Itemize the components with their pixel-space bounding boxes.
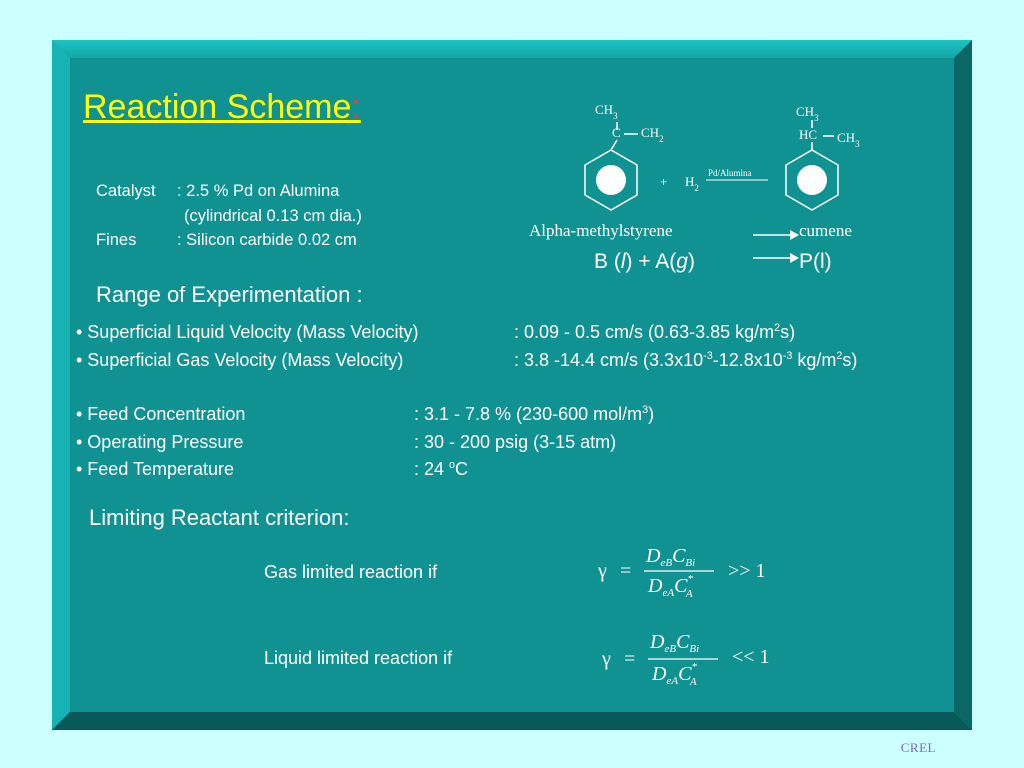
frame-bevel-left bbox=[52, 40, 70, 730]
equation-arrow-head bbox=[790, 253, 799, 263]
catalyst-label: Catalyst bbox=[96, 182, 156, 200]
catalyst-arrow-label: Pd/Alumina bbox=[708, 168, 752, 178]
ch3-right: $CH_3$ bbox=[837, 130, 860, 149]
numerator: $D_{eB}C_{Bi}$ bbox=[650, 631, 700, 655]
equation-reactants: B (l) + A(g) bbox=[594, 250, 695, 273]
denominator: $D_{eA}C^*$ A bbox=[648, 573, 693, 600]
hc-right: HC bbox=[799, 127, 818, 142]
numerator: $D_{eB}C_{Bi}$ bbox=[646, 545, 696, 569]
feed-concentration-label: • Feed Concentration bbox=[76, 404, 246, 424]
equals-sign: = bbox=[620, 560, 632, 582]
frame-bevel-right bbox=[954, 40, 972, 730]
reaction-structure-diagram bbox=[520, 94, 900, 284]
c-left: C bbox=[612, 125, 621, 140]
ch3-right-top: $CH_3$ bbox=[796, 104, 819, 123]
limiting-heading: Limiting Reactant criterion: bbox=[89, 505, 350, 530]
liquid-limited-formula bbox=[590, 626, 790, 690]
aromatic-circle-left bbox=[596, 165, 626, 195]
gas-velocity-label: • Superficial Gas Velocity (Mass Velocity) bbox=[76, 350, 404, 370]
catalyst-value-detail: (cylindrical 0.13 cm dia.) bbox=[184, 207, 362, 225]
feed-concentration-value: : 3.1 - 7.8 % (230-600 mol/$m^3$) bbox=[414, 404, 655, 424]
bond-ring-to-c bbox=[611, 140, 617, 150]
denominator: $D_{eA}C^*$ A bbox=[652, 661, 697, 688]
equals-sign: = bbox=[624, 648, 636, 670]
slide-title bbox=[83, 88, 361, 127]
name-arrow-head bbox=[790, 230, 799, 240]
h2-label: $H_2$ bbox=[685, 174, 699, 193]
slide-title-colon: : bbox=[351, 88, 361, 126]
ch2-left: $CH_2$ bbox=[641, 125, 664, 144]
ch3-left: $CH_3$ bbox=[595, 102, 618, 121]
aromatic-circle-right bbox=[797, 165, 827, 195]
feed-temperature-value: : 24 $^o$C bbox=[414, 459, 469, 479]
gas-limited-formula bbox=[590, 540, 790, 604]
gamma-symbol: γ bbox=[602, 648, 611, 670]
equation-product: P(l) bbox=[799, 250, 832, 273]
liquid-relation: << 1 bbox=[732, 646, 770, 668]
slide-title-text: Reaction Scheme bbox=[83, 88, 352, 126]
feed-temperature-label: • Feed Temperature bbox=[76, 459, 235, 479]
reactant-name: Alpha-methylstyrene bbox=[529, 221, 673, 240]
range-heading: Range of Experimentation : bbox=[96, 282, 363, 307]
liquid-velocity-label: • Superficial Liquid Velocity (Mass Velocity) bbox=[76, 322, 419, 342]
gamma-symbol: γ bbox=[598, 560, 607, 582]
frame-bevel-bottom bbox=[52, 712, 972, 730]
operating-pressure-label: • Operating Pressure bbox=[76, 432, 244, 452]
operating-pressure-value: : 30 - 200 psig (3-15 atm) bbox=[414, 432, 617, 452]
liquid-limited-label: Liquid limited reaction if bbox=[264, 648, 453, 668]
plus-sign: + bbox=[660, 174, 668, 189]
fines-value: : Silicon carbide 0.02 cm bbox=[177, 231, 357, 249]
gas-limited-label: Gas limited reaction if bbox=[264, 562, 438, 582]
catalyst-value: : 2.5 % Pd on Alumina bbox=[177, 182, 340, 200]
liquid-velocity-value: : 0.09 - 0.5 cm/s (0.63-3.85 $kg/m^2s$) bbox=[514, 322, 796, 342]
fines-label: Fines bbox=[96, 231, 137, 249]
product-name: cumene bbox=[799, 221, 852, 240]
footer-crel: CREL bbox=[900, 740, 936, 755]
gas-velocity-value: : 3.8 -14.4 cm/s ($3.3x10^{-3}-12.8x10^{-3}$ $kg/m^2s$) bbox=[514, 350, 858, 370]
gas-relation: >> 1 bbox=[728, 560, 766, 582]
frame-bevel-top bbox=[52, 40, 972, 58]
